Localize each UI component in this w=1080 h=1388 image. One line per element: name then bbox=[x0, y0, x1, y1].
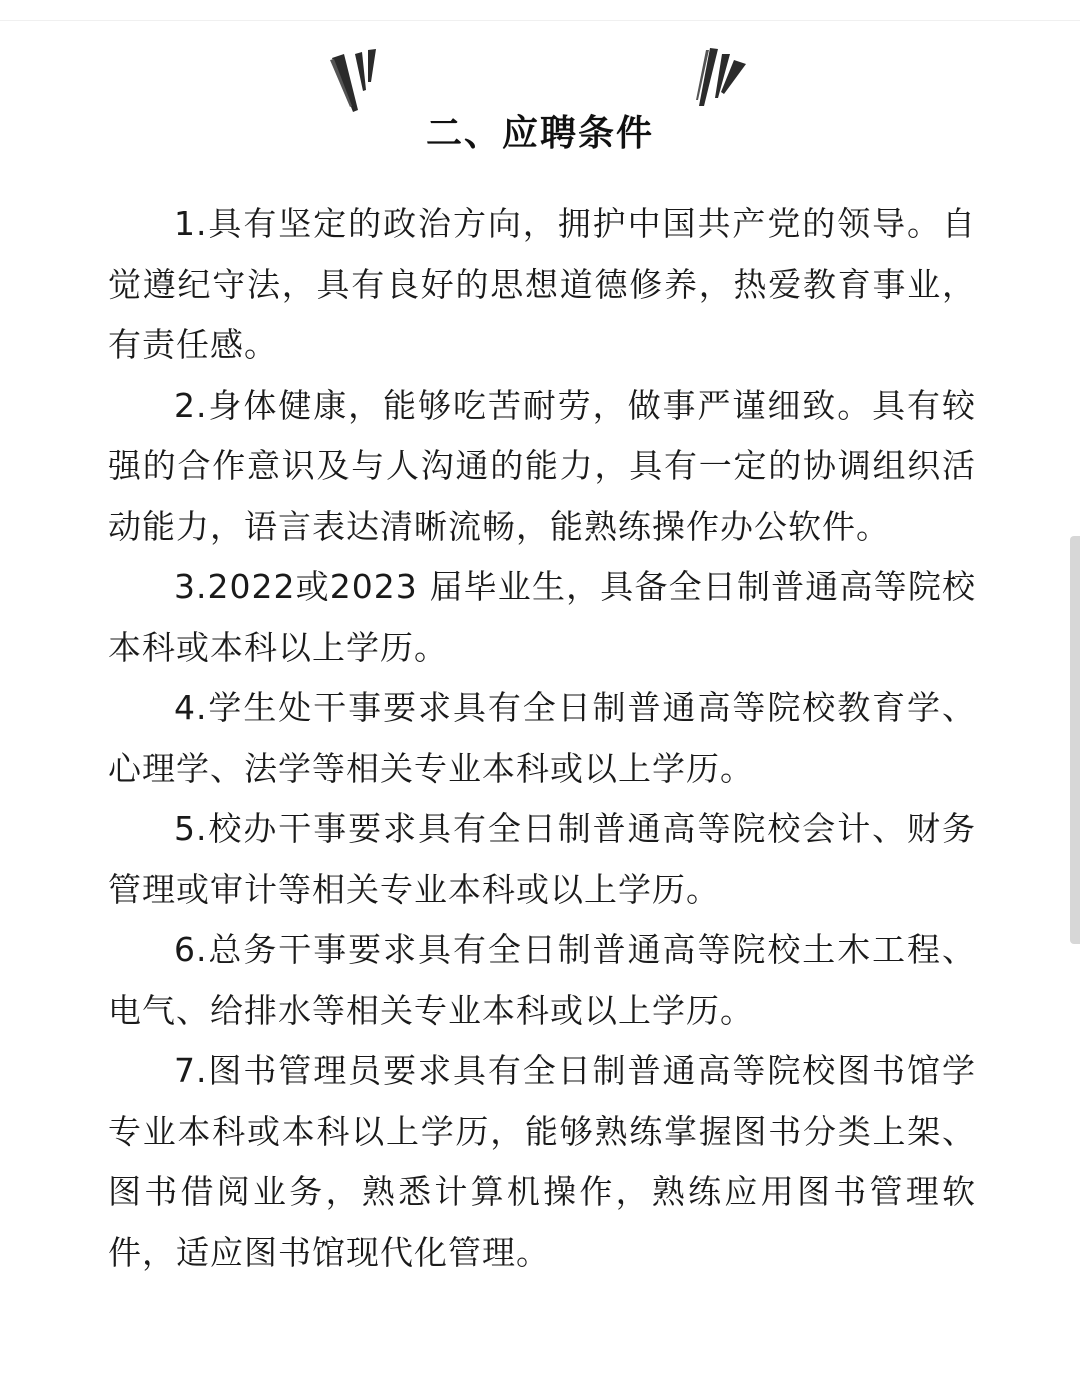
requirement-paragraph: 6.总务干事要求具有全日制普通高等院校土木工程、电气、给排水等相关专业本科或以上学历。 bbox=[108, 930, 976, 1030]
requirements-list bbox=[108, 194, 976, 1283]
requirement-paragraph: 3.2022或2023 届毕业生，具备全日制普通高等院校本科或本科以上学历。 bbox=[108, 567, 976, 667]
top-divider bbox=[0, 20, 1080, 21]
scrollbar-thumb[interactable] bbox=[1070, 536, 1080, 944]
requirement-paragraph: 2.身体健康，能够吃苦耐劳，做事严谨细致。具有较强的合作意识及与人沟通的能力，具有一定的协调组织活动能力，语言表达清晰流畅，能熟练操作办公软件。 bbox=[108, 385, 976, 546]
section-title: 二、应聘条件 bbox=[425, 113, 654, 154]
requirement-paragraph: 7.图书管理员要求具有全日制普通高等院校图书馆学专业本科或本科以上学历，能够熟练掌握图书分类上架、图书借阅业务，熟悉计算机操作，熟练应用图书管理软件，适应图书馆现代化管理。 bbox=[108, 1051, 976, 1272]
requirement-paragraph: 4.学生处干事要求具有全日制普通高等院校教育学、心理学、法学等相关专业本科或以上学历。 bbox=[108, 688, 976, 788]
requirement-paragraph: 5.校办干事要求具有全日制普通高等院校会计、财务管理或审计等相关专业本科或以上学历。 bbox=[108, 809, 976, 909]
requirement-paragraph: 1.具有坚定的政治方向，拥护中国共产党的领导。自觉遵纪守法，具有良好的思想道德修养，热爱教育事业，有责任感。 bbox=[108, 204, 976, 364]
